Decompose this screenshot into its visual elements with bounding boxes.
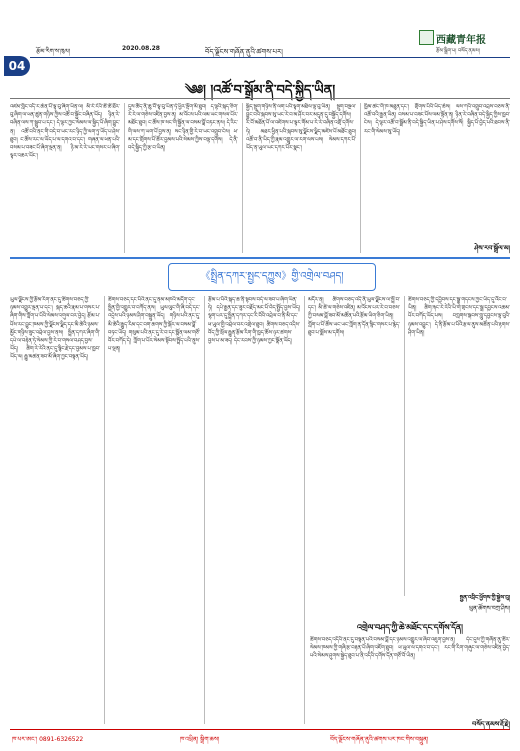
footer-contact: ཁ་འཕྲིན། སྒྲིག་ཆས།	[180, 736, 220, 743]
footer-phone: ཁ་པར་ཨང་། 0891-6326522	[12, 736, 84, 743]
column-divider	[404, 296, 405, 596]
column-divider	[124, 103, 125, 253]
sub-section-author: བསོད་ནམས་རྡོ་རྗེ།	[472, 720, 510, 728]
commentary-column-5: ཚིགས་བཅད་ཀྱི་དབྱིབས་དང་སྒྲ་གདངས་ཀྱང་ཡིད་དུ་འོང་བ་ཡིན། ཚིག་རྐང་རེ་རེའི་ཡི་གེ་གྲངས་དང་སྒྲ་དབྱངས་འཆམ་པོར་བཀོད་ཡོད་པས། བཀླགས་སྐབས་གླུ་དབྱངས་ལྟ་བུའི་ཉམས་འབྱུང་། དེ་ནི་རྩོམ་པ་པོའི་རྩལ་ནུས་མཚོན་པའི་རྟགས་ཤིག་ཡིན།	[408, 297, 510, 336]
commentary-column-4: མདོར་ན། ཚིགས་བཅད་འདི་ནི་ཡུལ་ལྗོངས་ལ་སྤྲོ་བ་དང་། མི་ཚེ་ལ་གཅེས་འཛིན། མ་འོངས་པར་རེ་བ་བཅས་ཀྱི་བསམ་བློ་ཟབ་མོ་མཚོན་པའི་རྩོམ་ཡིག་ཅིག་ཡིན། ཀློག་པ་པོ་ཚོས་ཡང་ཡང་ཀློག་ན་དོན་སྙིང་གསར་པ་རྙེད་ཐུབ་པ་སྨོས་མ་དགོས།	[308, 297, 400, 336]
page-number-badge: 04	[4, 56, 30, 76]
header-divider	[30, 57, 510, 58]
sub-author-name: ཕུན་ཚོགས་བཀྲ་ཤིས།	[469, 605, 510, 612]
article-title: ༄༅། །འཚོ་བ་སྒྲོམ་ནི་བདེ་སྐྱིད་ཡིན།	[184, 83, 336, 98]
article-column-4: ཁྱིམ་ཚང་གི་ཁ་མཐུན་དང་། གྲོགས་པོའི་ཡིད་ཆེས། ལས་ཀའི་འགྲུབ་འབྲས་བཅས་ནི་འཚོ་བའི་རྒྱན་ཡིན། བསམ་པ་བཟང་པོས་ལམ་སྟོན་ན། ཉིན་རེ་བཞིན་བདེ་སྐྱིད་ཀྱིས་ཁྱབ་ངེས། དེ་ལྟར་འཚོ་བ་སྒྲོམ་ནི་བདེ་སྐྱིད་ཡིན་པ་ཤེས་དགོས་སོ། སྐྱིད་པོ་བྱེད་པའི་ཐབས་ནི་རང་གི་སེམས་སུ་ཡོད།	[364, 104, 510, 135]
section-name: རྩོམ་རིག་ས་ཁུལ།	[36, 48, 71, 55]
newspaper-title: བོད་ལྗོངས་གཞོན་ནུའི་ཚགས་པར།	[205, 48, 283, 56]
article-column-1: འཛམ་གླིང་འདི་ར་ཆེན་པོ་ལྟ་བུ་ཞིག་ཡིན་ལ། མི་རེ་རེའི་ཚེ་ཚེ་ཐོར་བུ་ཞིག་ལ་ཕན་ཚུན་གཉིས་ཀྱིས་འཚོ་བ་སྐྱོང་བཞིན་ཡོད། ཉིན་རེ་བཞིན་ལས་ཀ་སྒྲུབ་པ་དང་། དེ་ལྟར་ཀྱང་སེམས་ལ་སྐྱིད་པོ་ཞིག་བྱུང་ན། འཚོ་བའི་ནང་གི་བདེ་བ་ཡང་རང་ཉིད་ཀྱི་ལག་ཏུ་ཡོད་པ་ཤེས་ཐུབ། ང་ཚོས་རང་ལ་ཡོད་པ་ལ་དགའ་བ་དང་། གཞན་ལ་ཕན་པའི་བསམ་པ་བཟང་པོ་ཞིག་ལྡན་ན། ཉི་མ་རེ་རེ་ཡང་གསར་པ་ཞིག་ལྟར་འཆར་ཡོང་།	[10, 104, 120, 160]
sub-section-title: འགྲེལ་བཤད་ཀྱི་ཆེ་མཐོང་དང་དགོས་དོན།	[357, 622, 463, 632]
title-divider	[10, 98, 510, 99]
column-divider	[360, 103, 361, 253]
article-author: ཤེས་རབ་སྒྲོལ་མ།	[474, 244, 510, 252]
column-divider	[204, 296, 205, 724]
newspaper-logo-text: 西藏青年报	[436, 35, 486, 46]
footer-publisher: བོད་ལྗོངས་གཞོན་ནུའི་ཚགས་པར་ཁང་གིས་བསྐྲུན།	[330, 736, 429, 743]
poem-title-banner: 《སྤྲིན་དཀར་སྤྱང་དཀྱུས》གྱི་འགྲེལ་བཤད།	[168, 263, 376, 291]
commentary-column-1: ཡུལ་ལྗོངས་ཀྱི་རྩོམ་རིག་ནང་དུ་ཚིགས་བཅད་ཀྱི་ཉམས་འགྱུར་ལྡན་པ་དང་། སྐད་ཆའི་རྣམ་པ་གསར་པ་ཞིག་གིས་ཀློག་པ་པོའི་སེམས་འགུལ་བར་བྱེད། རྩོམ་པ་པོས་རང་བྱུང་ཁམས་ཀྱི་ལྗོངས་ལྗིད་དང་མི་ཚེའི་ཉམས་མྱོང་གཉིས་ཟུང་འབྲེལ་བྱས་ནས། སྤྲིན་དཀར་ཞིག་གི་དཔེ་ལ་བརྟེན་ཏེ་སེམས་ཀྱི་རེ་བ་གསལ་བཤད་བྱས་ཡོད། ཚིག་རེ་རེའི་ནང་དུ་སྙིང་རྗེ་དང་བྱམས་པ་ཁྱབ་ཡོད་ལ། རྒྱུ་མཚན་ཟབ་མོ་ཞིག་ཀྱང་བསྟན་ཡོད།	[10, 297, 100, 361]
commentary-column-2: ཚིགས་བཅད་དང་པོའི་ནང་དུ་ནམ་མཁའི་མདོག་དང་སྤྲིན་གྱི་འགྱུར་བ་བཀོད་ནས། ཡུལ་ལུང་གི་ཞི་བདེ་དང་འདྲེས་པའི་ཉམས་ཤིག་བསྐྲུན་ཡོད། གཉིས་པའི་ནང་དུ་མི་ཚེའི་རྒྱུད་རིམ་དང་བག་ཆགས་ཀྱི་སྐོར་ལ་བསམ་བློ་བཏང་ཡོད། གསུམ་པའི་ནང་དུ་རེ་བ་དང་སྨོན་ལམ་གཙོ་བོར་བཀོད་དེ། ཀློག་པ་པོར་སེམས་སྟོབས་སྤྲོད་པའི་ནུས་པ་ལྡན།	[108, 297, 200, 353]
editor-note: རྩོམ་སྒྲིག་པ། བསོད་ནམས།	[436, 48, 480, 54]
column-divider	[242, 103, 243, 253]
sub-author-line: སྤྱན་འབྲིང་ཕྱོགས་ཀྱི་སྐྱེས་བུ།	[459, 595, 510, 601]
newspaper-logo-icon	[419, 30, 434, 45]
section-divider	[10, 257, 510, 259]
article-column-2: དུས་ཚོད་ནི་ཆུ་བོ་ལྟ་བུ་ཡིན་ཏེ་ཕྱིར་ལྡོག་མི་ཐུབ། ད་ལྟའི་སྐད་ཅིག་རེ་རེ་ལ་གཅེས་འཛིན་བྱས་ན། མ་འོངས་པའི་ལམ་ཡང་གསལ་པོར་མཐོང་ཐུབ། ང་ཚོས་ཁ་སང་གི་སྐྱོན་ལ་བསམ་བློ་བཏང་ནས། དེ་རིང་གི་ལས་ཀ་ཡག་པོ་བྱས་ན། སང་ཉིན་གྱི་རེ་བ་ཡང་འགྲུབ་ངེས། ཕ་མ་དང་གྲོགས་པོ་ཚོར་བྱམས་པའི་སེམས་ཀྱིས་བལྟ་དགོས། དེ་ནི་བདེ་སྐྱིད་ཀྱི་རྩ་བ་ཡིན།	[128, 104, 238, 152]
article-column-3: སྐྱིད་སྡུག་གཉིས་ནི་ལག་པའི་ལྟག་མཐིལ་ལྟ་བུ་ཡིན། སྡུག་བསྔལ་བྱུང་བའི་སྐབས་སུ་ཡང་རེ་བ་མ་ཤོར་བར་མདུན་དུ་བསྐྱོད་དགོས། རི་བོ་མཐོན་པོ་ལ་འཛེགས་པ་ལྟར་གོམ་པ་རེ་རེ་བཞིན་འགྲོ་དགོས་ཏེ། མཐར་ཕྱིན་པའི་སྐབས་སུ་ལྗོངས་ལྗིད་མཛེས་པོ་མཐོང་ཐུབ། འཚོ་བ་ནི་ཡིད་ཀྱི་རྣམ་འགྱུར་ལ་རག་ལས་པས། སེམས་དཀར་པོ་ཡོད་ན་ཡུལ་ཡང་དཀར་པོར་སྣང་།	[246, 104, 356, 152]
column-divider	[104, 296, 105, 724]
sub-section-text: ཚིགས་བཅད་འདིའི་ནང་དུ་བསྟན་པའི་བསམ་བློ་དང་ཉམས་འགྱུར་ལ་ཞིབ་འཇུག་བྱས་ན། དེང་དུས་ཀྱི་གཞོན་ནུ་ཚོར་སེམས་ཁམས་ཀྱི་གཞི་རྩ་བརྟན་པོ་ཞིག་འཇོག་ཐུབ། ཕ་ཡུལ་ལ་དགའ་བ་དང་། རང་གི་རིག་གཞུང་ལ་གཅེས་འཛིན་བྱེད་པའི་སེམས་ཤུགས་སྐྱེད་ཐུབ་པ་ནི་འདིའི་དགོས་དོན་གཙོ་བོ་ཡིན།	[310, 637, 510, 660]
commentary-column-3: རྩོམ་པ་པོའི་སྐད་ཆ་ནི་སྟབས་བདེ་ལ་ཟབ་པ་ཞིག་ཡིན་ཏེ། དཔེ་རྒྱན་དང་ཟུར་བརྗོད་མང་པོ་བེད་སྤྱོད་བྱས་ཡོད། ལྷག་པར་དུ་སྤྲིན་དཀར་དང་རི་བོའི་འབྲེལ་བ་ནི་མི་དང་ཕ་ཡུལ་གྱི་འབྲེལ་བར་འགྲེལ་ཐུབ། ཚིགས་བཅད་འདིས་བོད་ཀྱི་སྲོལ་རྒྱུན་རྩོམ་རིག་གི་ཁྱད་ཆོས་ཉར་ཚགས་བྱས་པ་མ་ཟད། དེང་རབས་ཀྱི་ཉམས་ཀྱང་སྣོན་ཡོད།	[208, 297, 300, 345]
issue-date: 2020.08.28	[122, 45, 160, 52]
column-divider	[304, 296, 305, 724]
footer-divider	[10, 729, 510, 730]
